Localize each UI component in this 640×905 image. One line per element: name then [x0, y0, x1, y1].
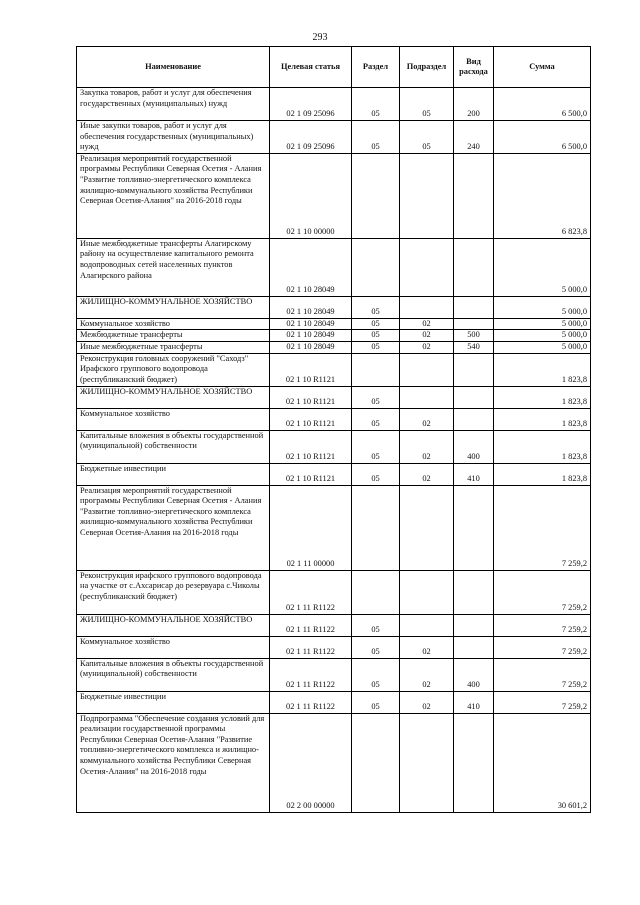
row-type: 200	[454, 88, 494, 121]
row-type: 500	[454, 330, 494, 342]
row-type	[454, 636, 494, 658]
table-row	[77, 341, 591, 353]
row-name: ЖИЛИЩНО-КОММУНАЛЬНОЕ ХОЗЯЙСТВО	[77, 614, 270, 636]
row-sum: 7 259,2	[494, 636, 591, 658]
row-sum: 5 000,0	[494, 296, 591, 318]
row-type	[454, 408, 494, 430]
row-name: Бюджетные инвестиции	[77, 463, 270, 485]
row-sum: 6 823,8	[494, 153, 591, 238]
table-row	[77, 408, 591, 430]
row-subsection	[400, 386, 454, 408]
row-name: Капитальные вложения в объекты государственной (муниципальной) собственности	[77, 658, 270, 691]
row-code: 02 1 11 00000	[270, 485, 352, 570]
row-type	[454, 713, 494, 812]
row-section: 05	[352, 341, 400, 353]
table-row	[77, 318, 591, 330]
row-sum: 5 000,0	[494, 341, 591, 353]
row-name: ЖИЛИЩНО-КОММУНАЛЬНОЕ ХОЗЯЙСТВО	[77, 296, 270, 318]
row-subsection: 02	[400, 408, 454, 430]
row-section: 05	[352, 691, 400, 713]
page-number: 293	[312, 32, 328, 43]
row-code: 02 1 10 28049	[270, 318, 352, 330]
row-code: 02 1 10 R1121	[270, 463, 352, 485]
row-subsection: 02	[400, 658, 454, 691]
row-name: Коммунальное хозяйство	[77, 318, 270, 330]
row-type	[454, 238, 494, 296]
row-type: 400	[454, 430, 494, 463]
row-type	[454, 153, 494, 238]
row-sum: 7 259,2	[494, 691, 591, 713]
row-code: 02 1 11 R1122	[270, 636, 352, 658]
row-section	[352, 353, 400, 386]
row-subsection	[400, 296, 454, 318]
row-subsection: 02	[400, 691, 454, 713]
row-name: Коммунальное хозяйство	[77, 408, 270, 430]
row-type	[454, 353, 494, 386]
row-code: 02 1 10 R1121	[270, 408, 352, 430]
row-section: 05	[352, 386, 400, 408]
header-type: Вид расхода	[454, 47, 494, 88]
row-subsection: 02	[400, 463, 454, 485]
row-code: 02 1 09 25096	[270, 121, 352, 154]
row-subsection	[400, 485, 454, 570]
row-type	[454, 386, 494, 408]
row-type: 410	[454, 463, 494, 485]
header-section: Раздел	[352, 47, 400, 88]
row-code: 02 1 11 R1122	[270, 658, 352, 691]
row-subsection	[400, 153, 454, 238]
row-name: Капитальные вложения в объекты государственной (муниципальной) собственности	[77, 430, 270, 463]
row-section: 05	[352, 614, 400, 636]
row-sum: 1 823,8	[494, 353, 591, 386]
row-type: 410	[454, 691, 494, 713]
table-row	[77, 88, 591, 121]
row-section: 05	[352, 408, 400, 430]
row-subsection	[400, 570, 454, 614]
row-sum: 1 823,8	[494, 408, 591, 430]
row-name: Реализация мероприятий государственной программы Республики Северная Осетия - Алания "Развитие топливно-энергетического комплекса жилищно-коммунального хозяйства Республики Северная Осетия-Алания" на 2016-2018 годы	[77, 153, 270, 238]
row-name: Межбюджетные трансферты	[77, 330, 270, 342]
row-sum: 7 259,2	[494, 658, 591, 691]
table-row	[77, 238, 591, 296]
row-sum: 30 601,2	[494, 713, 591, 812]
row-code: 02 1 10 R1121	[270, 353, 352, 386]
row-section: 05	[352, 430, 400, 463]
row-code: 02 1 10 28049	[270, 330, 352, 342]
row-section	[352, 570, 400, 614]
row-sum: 1 823,8	[494, 463, 591, 485]
header-name: Наименование	[77, 47, 270, 88]
row-code: 02 1 10 R1121	[270, 430, 352, 463]
row-sum: 7 259,2	[494, 570, 591, 614]
row-section: 05	[352, 636, 400, 658]
row-type	[454, 614, 494, 636]
row-type	[454, 318, 494, 330]
table-row	[77, 713, 591, 812]
table-row	[77, 330, 591, 342]
row-name: Коммунальное хозяйство	[77, 636, 270, 658]
row-sum: 1 823,8	[494, 430, 591, 463]
table-header-row	[77, 47, 591, 88]
table-row	[77, 430, 591, 463]
table-row	[77, 636, 591, 658]
table-body	[77, 88, 591, 813]
row-section: 05	[352, 463, 400, 485]
table-row	[77, 485, 591, 570]
row-sum: 1 823,8	[494, 386, 591, 408]
row-code: 02 1 09 25096	[270, 88, 352, 121]
table-row	[77, 463, 591, 485]
row-name: Реконструкция головных сооружений "Саходз" Ирафского группового водопровода (республиканский бюджет)	[77, 353, 270, 386]
row-section: 05	[352, 658, 400, 691]
row-subsection: 02	[400, 430, 454, 463]
budget-table	[76, 46, 591, 813]
row-subsection	[400, 238, 454, 296]
row-subsection	[400, 713, 454, 812]
row-section	[352, 238, 400, 296]
row-type	[454, 570, 494, 614]
row-section: 05	[352, 296, 400, 318]
table-row	[77, 614, 591, 636]
row-subsection: 02	[400, 341, 454, 353]
row-sum: 6 500,0	[494, 121, 591, 154]
header-sum: Сумма	[494, 47, 591, 88]
table-row	[77, 121, 591, 154]
row-subsection: 05	[400, 121, 454, 154]
row-subsection: 02	[400, 636, 454, 658]
row-name: Иные закупки товаров, работ и услуг для обеспечения государственных (муниципальных) нужд	[77, 121, 270, 154]
row-code: 02 1 10 28049	[270, 296, 352, 318]
table-row	[77, 570, 591, 614]
row-section: 05	[352, 121, 400, 154]
row-name: ЖИЛИЩНО-КОММУНАЛЬНОЕ ХОЗЯЙСТВО	[77, 386, 270, 408]
row-code: 02 1 11 R1122	[270, 691, 352, 713]
row-sum: 6 500,0	[494, 88, 591, 121]
row-name: Реконструкция ирафского группового водопровода на участке от с.Ахсарисар до резервуара с.Чиколы (республиканский бюджет)	[77, 570, 270, 614]
row-subsection	[400, 353, 454, 386]
row-code: 02 2 00 00000	[270, 713, 352, 812]
table-row	[77, 153, 591, 238]
row-sum: 5 000,0	[494, 238, 591, 296]
row-code: 02 1 11 R1122	[270, 570, 352, 614]
row-section: 05	[352, 88, 400, 121]
row-name: Подпрограмма "Обеспечение создания условий для реализации государственной программы Республики Северная Осетия-Алания "Развитие топливно-энергетического комплекса и жилищно-коммунального хозяйства Республики Северная Осетия-Алания" на 2016-2018 годы	[77, 713, 270, 812]
table-row	[77, 691, 591, 713]
table-row	[77, 658, 591, 691]
row-code: 02 1 11 R1122	[270, 614, 352, 636]
row-code: 02 1 10 00000	[270, 153, 352, 238]
row-subsection: 02	[400, 318, 454, 330]
row-type	[454, 485, 494, 570]
row-type: 240	[454, 121, 494, 154]
row-code: 02 1 10 28049	[270, 238, 352, 296]
row-section	[352, 153, 400, 238]
row-sum: 5 000,0	[494, 330, 591, 342]
row-type: 400	[454, 658, 494, 691]
row-subsection: 02	[400, 330, 454, 342]
row-type: 540	[454, 341, 494, 353]
table-row	[77, 353, 591, 386]
row-name: Бюджетные инвестиции	[77, 691, 270, 713]
row-type	[454, 296, 494, 318]
row-sum: 7 259,2	[494, 485, 591, 570]
row-name: Реализация мероприятий государственной программы Республики Северная Осетия - Алания "Развитие топливно-энергетического комплекса жилищно-коммунального хозяйства Республики Северная Осетия-Алания на 2016-2018 годы	[77, 485, 270, 570]
row-section	[352, 485, 400, 570]
row-name: Закупка товаров, работ и услуг для обеспечения государственных (муниципальных) нужд	[77, 88, 270, 121]
row-section	[352, 713, 400, 812]
row-code: 02 1 10 28049	[270, 341, 352, 353]
row-subsection	[400, 614, 454, 636]
table-row	[77, 296, 591, 318]
header-subsection: Подраздел	[400, 47, 454, 88]
table-row	[77, 386, 591, 408]
row-sum: 7 259,2	[494, 614, 591, 636]
row-section: 05	[352, 318, 400, 330]
row-code: 02 1 10 R1121	[270, 386, 352, 408]
row-section: 05	[352, 330, 400, 342]
row-name: Иные межбюджетные трансферты Алагирскому району на осуществление капитального ремонта водопроводных сетей населенных пунктов Алагирского района	[77, 238, 270, 296]
row-subsection: 05	[400, 88, 454, 121]
header-target: Целевая статья	[270, 47, 352, 88]
row-sum: 5 000,0	[494, 318, 591, 330]
row-name: Иные межбюджетные трансферты	[77, 341, 270, 353]
